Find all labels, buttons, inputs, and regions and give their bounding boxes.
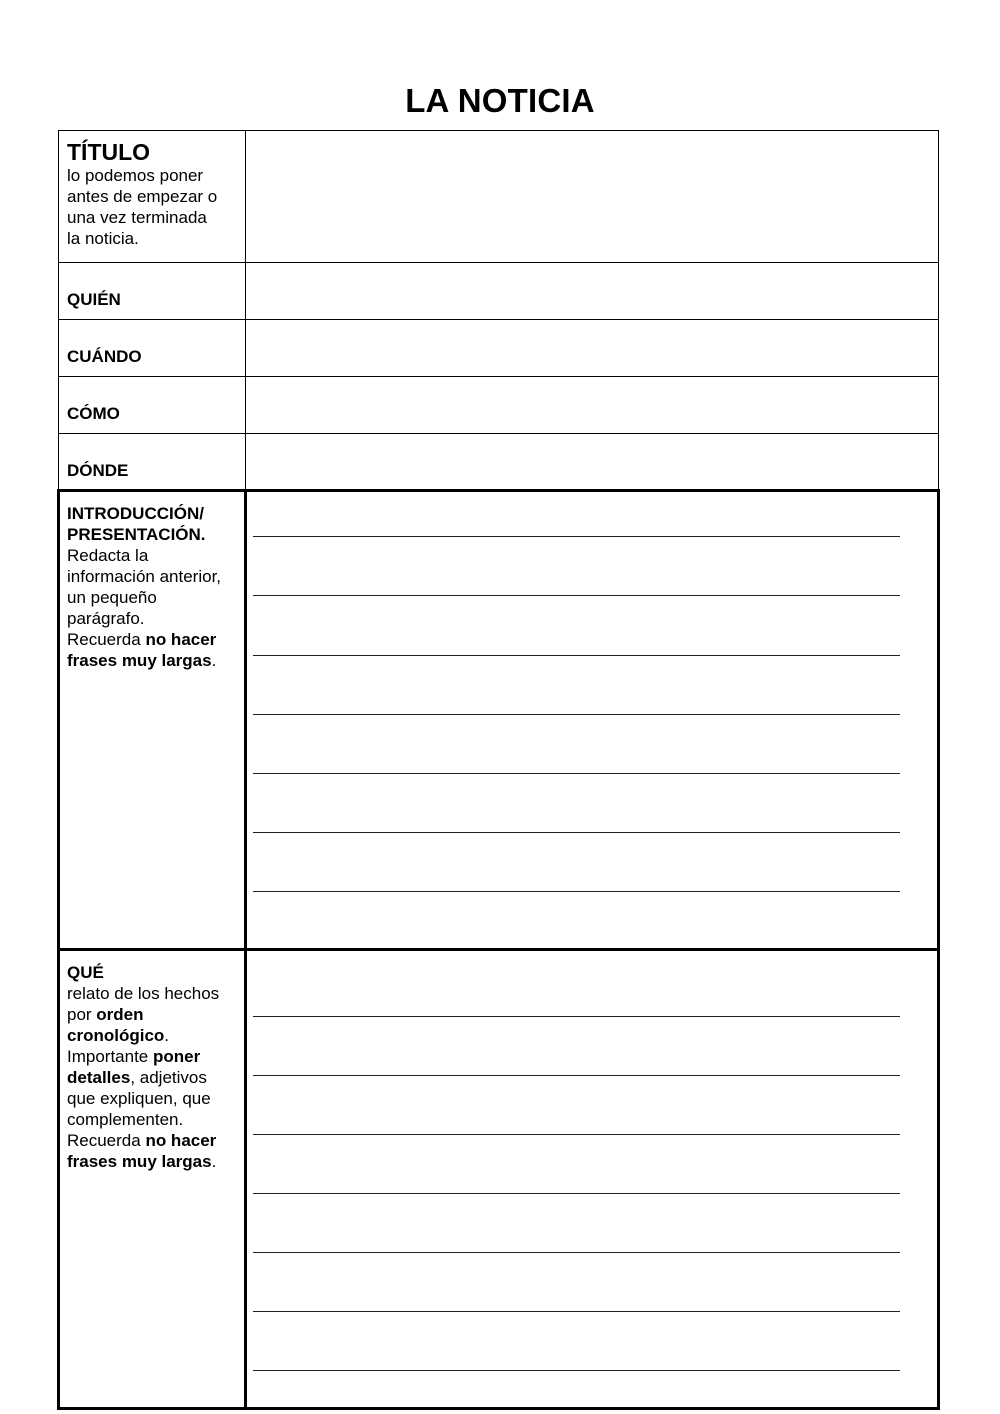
que-text: Importante poner xyxy=(67,1047,201,1066)
introduccion-text: Redacta la xyxy=(67,546,149,565)
introduccion-text: frases muy largas. xyxy=(67,651,217,670)
introduccion-writing-area[interactable] xyxy=(244,489,940,951)
cuando-answer-field[interactable] xyxy=(245,319,939,377)
introduccion-text: información anterior, xyxy=(67,567,222,586)
donde-label: DÓNDE xyxy=(67,461,129,480)
titulo-answer-field[interactable] xyxy=(245,130,939,263)
page-title: LA NOTICIA xyxy=(405,82,595,119)
writing-line[interactable] xyxy=(253,655,900,656)
que-text: complementen. xyxy=(67,1110,184,1129)
que-writing-area[interactable] xyxy=(244,948,940,1410)
quien-label: QUIÉN xyxy=(67,290,121,309)
writing-line[interactable] xyxy=(253,1134,900,1135)
como-answer-field[interactable] xyxy=(245,376,939,434)
donde-answer-field[interactable] xyxy=(245,433,939,491)
writing-line[interactable] xyxy=(253,773,900,774)
writing-line[interactable] xyxy=(253,1311,900,1312)
quien-answer-field[interactable] xyxy=(245,262,939,320)
writing-line[interactable] xyxy=(253,595,900,596)
writing-line[interactable] xyxy=(253,714,900,715)
introduccion-text: parágrafo. xyxy=(67,609,145,628)
cuando-label: CUÁNDO xyxy=(67,347,142,366)
introduccion-text: un pequeño xyxy=(67,588,157,607)
quien-label-cell xyxy=(58,262,246,320)
titulo-description-line: lo podemos poner xyxy=(67,166,204,185)
que-label-cell xyxy=(57,948,247,1410)
como-label: CÓMO xyxy=(67,404,120,423)
que-text: detalles, adjetivos xyxy=(67,1068,207,1087)
donde-label-cell xyxy=(58,433,246,491)
introduccion-heading: PRESENTACIÓN. xyxy=(67,525,206,544)
writing-line[interactable] xyxy=(253,832,900,833)
que-text: frases muy largas. xyxy=(67,1152,217,1171)
writing-line[interactable] xyxy=(253,1075,900,1076)
que-heading: QUÉ xyxy=(67,963,104,982)
cuando-label-cell xyxy=(58,319,246,377)
writing-line[interactable] xyxy=(253,1193,900,1194)
introduccion-label-cell xyxy=(57,489,247,951)
writing-line[interactable] xyxy=(253,1016,900,1017)
titulo-heading: TÍTULO xyxy=(67,139,151,165)
que-text: que expliquen, que xyxy=(67,1089,211,1108)
titulo-label-cell xyxy=(58,130,246,263)
titulo-description-line: la noticia. xyxy=(67,229,139,248)
que-text: cronológico. xyxy=(67,1026,170,1045)
que-text: relato de los hechos xyxy=(67,984,220,1003)
como-label-cell xyxy=(58,376,246,434)
introduccion-text: Recuerda no hacer xyxy=(67,630,217,649)
que-text: por orden xyxy=(67,1005,144,1024)
writing-line[interactable] xyxy=(253,891,900,892)
writing-line[interactable] xyxy=(253,1252,900,1253)
introduccion-heading: INTRODUCCIÓN/ xyxy=(67,504,204,523)
que-text: Recuerda no hacer xyxy=(67,1131,217,1150)
writing-line[interactable] xyxy=(253,1370,900,1371)
titulo-description-line: una vez terminada xyxy=(67,208,207,227)
titulo-description-line: antes de empezar o xyxy=(67,187,218,206)
writing-line[interactable] xyxy=(253,536,900,537)
